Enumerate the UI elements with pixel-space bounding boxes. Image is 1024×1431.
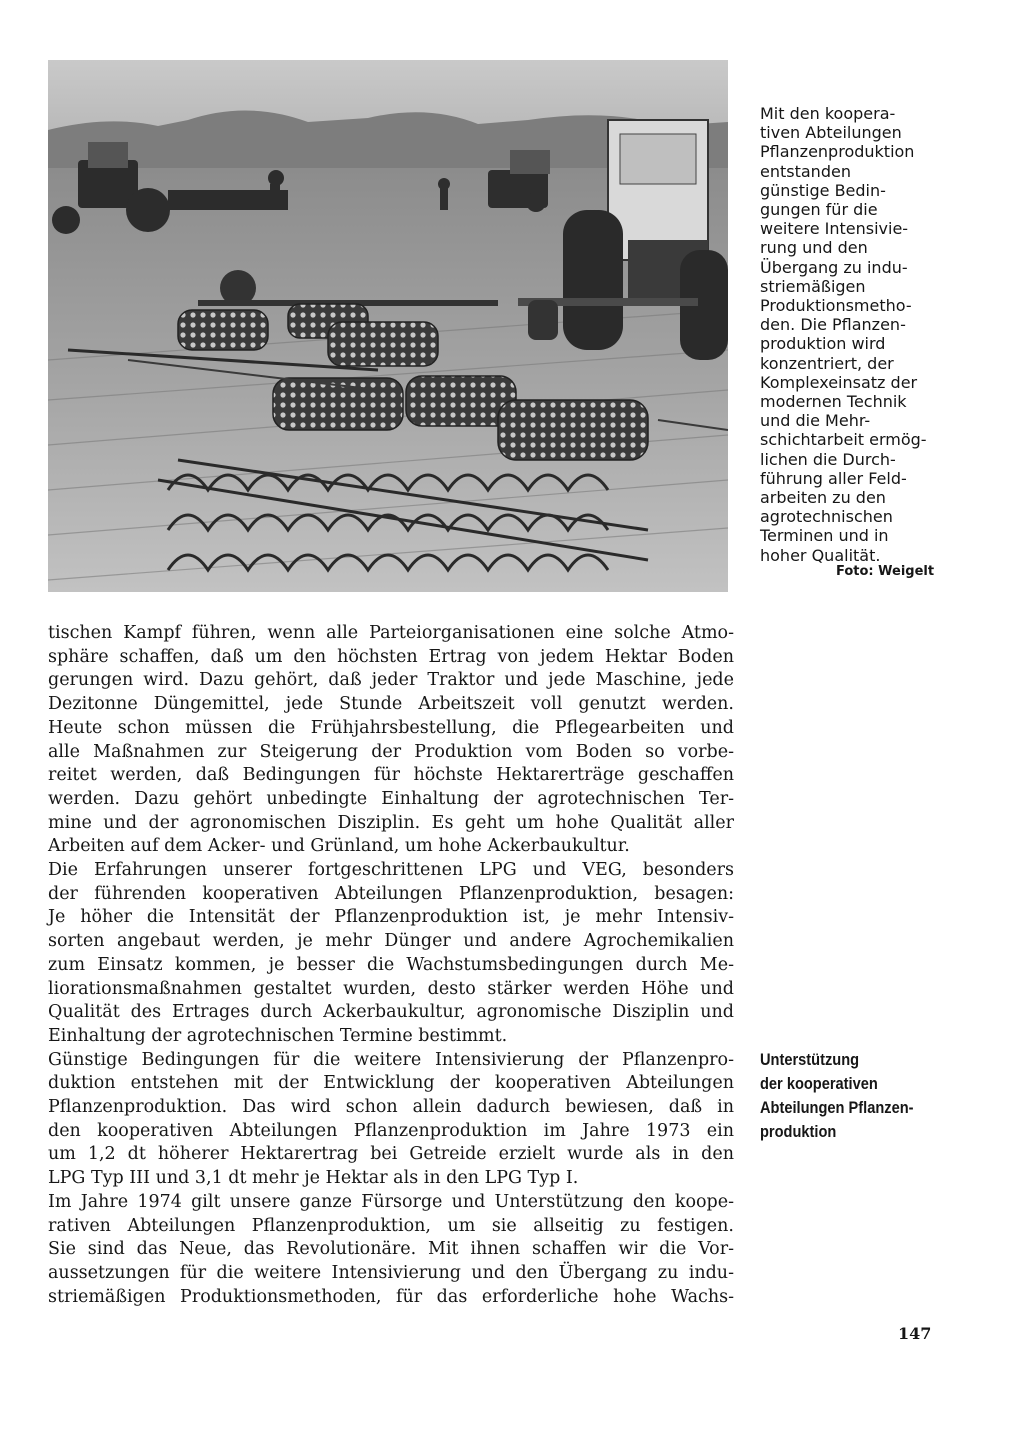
body-line: der führenden kooperativen Abteilungen Pflanzenproduktion, besagen: — [48, 883, 734, 904]
side-heading-line: produktion — [760, 1122, 837, 1141]
caption-line: produktion wird — [760, 334, 886, 354]
caption-line: gungen für die — [760, 200, 878, 220]
photo-caption — [760, 104, 960, 565]
body-line: den kooperativen Abteilungen Pflanzenproduktion im Jahre 1973 ein — [48, 1120, 734, 1141]
caption-line: konzentriert, der — [760, 353, 894, 373]
caption-line: Übergang zu indu- — [760, 257, 908, 277]
caption-line: modernen Technik — [760, 392, 907, 412]
body-line: Heute schon müssen die Frühjahrsbestellung, die Pflegearbeiten und — [48, 717, 734, 738]
body-line: reitet werden, daß Bedingungen für höchste Hektarerträge geschaffen — [48, 765, 734, 786]
caption-line: hoher Qualität. — [760, 545, 881, 565]
caption-line: striemäßigen — [760, 276, 866, 296]
caption-line: den. Die Pflanzen- — [760, 315, 906, 335]
body-line: Im Jahre 1974 gilt unsere ganze Fürsorge und Unterstützung den koope- — [48, 1191, 734, 1212]
side-heading-line: der kooperativen — [760, 1074, 878, 1093]
tractors-harrows-illustration — [48, 60, 728, 592]
caption-line: führung aller Feld- — [760, 468, 907, 488]
caption-line: günstige Bedin- — [760, 180, 886, 200]
caption-line: agrotechnischen — [760, 507, 893, 527]
body-line: Je höher die Intensität der Pflanzenproduktion ist, je mehr Intensiv- — [48, 907, 734, 928]
body-line: Einhaltung der agrotechnischen Termine bestimmt. — [48, 1025, 508, 1046]
caption-line: Mit den koopera- — [760, 104, 896, 123]
caption-line: weitere Intensivie- — [760, 219, 909, 239]
photo-credit: Foto: Weigelt — [836, 564, 935, 579]
caption-line: Produktionsmetho- — [760, 296, 912, 316]
body-line: striemäßigen Produktionsmethoden, für das erforderliche hohe Wachs- — [48, 1286, 734, 1307]
body-line: sorten angebaut werden, je mehr Dünger und andere Agrochemikalien — [48, 931, 734, 952]
body-line: alle Maßnahmen zur Steigerung der Produktion vom Boden so vorbe- — [48, 741, 734, 762]
body-text — [48, 622, 734, 1309]
caption-line: und die Mehr- — [760, 411, 871, 431]
body-line: Günstige Bedingungen für die weitere Intensivierung der Pflanzenpro- — [48, 1049, 734, 1070]
body-line: werden. Dazu gehört unbedingte Einhaltung der agrotechnischen Ter- — [48, 788, 734, 809]
side-heading-line: Unterstützung — [760, 1050, 860, 1069]
caption-line: rung und den — [760, 238, 868, 258]
caption-line: entstanden — [760, 161, 851, 181]
side-heading-line: Abteilungen Pflanzen- — [760, 1098, 914, 1117]
body-line: zum Einsatz kommen, je besser die Wachstumsbedingungen durch Me- — [48, 954, 734, 975]
side-heading — [760, 1048, 932, 1144]
caption-line: lichen die Durch- — [760, 449, 896, 469]
body-line: um 1,2 dt höherer Hektarertrag bei Getreide erzielt wurde als in den — [48, 1144, 734, 1165]
body-line: gerungen wird. Dazu gehört, daß jeder Traktor und jede Maschine, jede — [48, 670, 734, 691]
body-line: sphäre schaffen, daß um den höchsten Ertrag von jedem Hektar Boden — [48, 646, 734, 667]
caption-line: Terminen und in — [760, 526, 889, 546]
body-line: Qualität des Ertrages durch Ackerbaukultur, agronomische Disziplin und — [48, 1002, 734, 1023]
body-line: liorationsmaßnahmen gestaltet wurden, desto stärker werden Höhe und — [48, 978, 734, 999]
page-number: 147 — [898, 1324, 932, 1343]
caption-line: schichtarbeit ermög- — [760, 430, 927, 450]
body-line: Pflanzenproduktion. Das wird schon allein dadurch bewiesen, daß in — [48, 1097, 734, 1118]
caption-line: Komplexeinsatz der — [760, 372, 918, 392]
body-line: mine und der agronomischen Disziplin. Es geht um hohe Qualität aller — [48, 812, 734, 833]
field-photo — [48, 60, 728, 592]
body-line: rativen Abteilungen Pflanzenproduktion, um sie allseitig zu festigen. — [48, 1215, 734, 1236]
body-line: tischen Kampf führen, wenn alle Parteiorganisationen eine solche Atmo- — [48, 623, 734, 643]
body-line: Die Erfahrungen unserer fortgeschrittenen LPG und VEG, besonders — [48, 860, 734, 881]
caption-line: arbeiten zu den — [760, 488, 886, 508]
caption-line: tiven Abteilungen — [760, 123, 902, 143]
caption-line: Pflanzenproduktion — [760, 142, 915, 162]
body-line: Dezitonne Düngemittel, jede Stunde Arbeitszeit voll genutzt werden. — [48, 694, 734, 715]
body-line: Arbeiten auf dem Acker- und Grünland, um hohe Ackerbaukultur. — [48, 836, 630, 857]
body-line: Sie sind das Neue, das Revolutionäre. Mit ihnen schaffen wir die Vor- — [48, 1239, 734, 1260]
body-line: aussetzungen für die weitere Intensivierung und den Übergang zu indu- — [48, 1262, 734, 1283]
body-line: LPG Typ III und 3,1 dt mehr je Hektar als in den LPG Typ I. — [48, 1168, 579, 1189]
body-line: duktion entstehen mit der Entwicklung der kooperativen Abteilungen — [48, 1073, 734, 1094]
